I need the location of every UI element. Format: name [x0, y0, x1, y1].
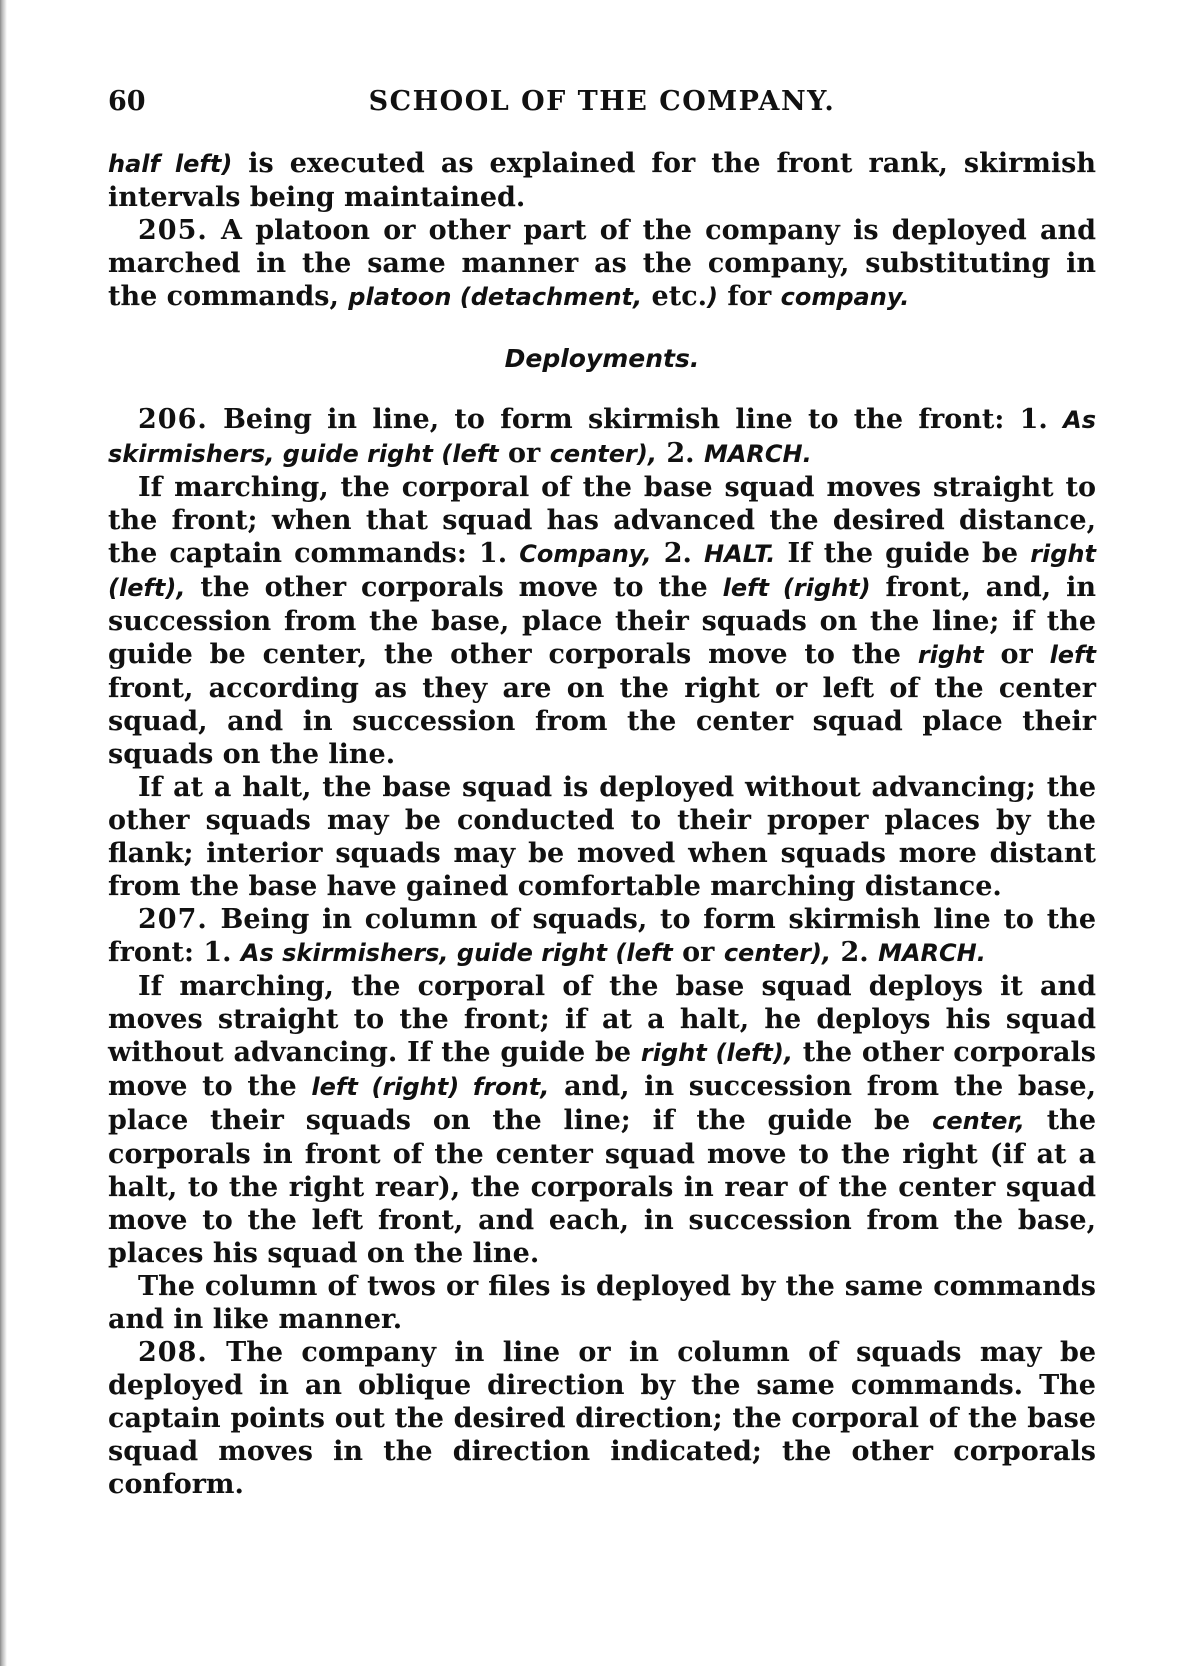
paragraph-text: or [672, 937, 724, 968]
paragraph-207-marching [108, 970, 1096, 1270]
paragraph-text: If at a halt, the base squad is deployed without advancing; the other squads may be conducted to their proper places by the flank; interior squads may be moved when squads more distant from the base have gained comfortable marching distance. [108, 772, 1096, 902]
paragraph-text: 2. [656, 438, 704, 469]
command-text: center), [549, 440, 657, 468]
paragraph-text: The company in line or in column of squads may be deployed in an oblique direction by the same commands. The captain points out the desired direction; the corporal of the base squad moves in the direction indicated; the other corporals conform. [108, 1337, 1096, 1500]
paragraph-number: 205. [138, 215, 208, 246]
command-text: center), [723, 939, 832, 967]
section-heading: Deployments. [504, 344, 700, 373]
paragraph-206-marching [108, 471, 1096, 771]
command-text: As skirmishers, guide right (left [108, 406, 1096, 468]
paragraph-text: front, and, in succession from the base, place their squads on the line; if the guide be center, the other corporals move to the [108, 572, 1096, 670]
paragraph-text: A platoon or other part of the company is deployed and marched in the same manner as the company, substituting in the commands, [108, 215, 1096, 312]
command-text: MARCH. [878, 939, 986, 967]
paragraph-number: 207. [138, 904, 208, 935]
command-text: right [917, 641, 984, 669]
paragraph-text: 2. [831, 937, 879, 968]
paragraph-text: 2. [651, 538, 705, 569]
paragraph-205 [108, 214, 1096, 314]
command-text: platoon (detachment, [348, 283, 643, 311]
paragraph-text: Being in column of squads, to form skirmish line to the front: 1. [108, 904, 1096, 968]
paragraph-text: The column of twos or files is deployed by the same commands and in like manner. [108, 1271, 1096, 1335]
command-text: As skirmishers, guide right (left [240, 939, 673, 967]
paragraph-208 [108, 1336, 1096, 1501]
paragraph-text: the corporals in front of the center squad move to the right (if at a halt, to the right rear), the corporals in rear of the center squad move to the left front, and each, in succession from the base, places his squad on the line. [108, 1105, 1096, 1269]
command-text: ) [707, 283, 718, 311]
paragraph-text: the other corporals move to the [108, 1037, 1096, 1102]
command-text: HALT. [704, 540, 776, 568]
command-text: left (right) front, [311, 1073, 550, 1101]
paragraph-text: for [718, 281, 781, 312]
paragraph-text: If marching, the corporal of the base squad deploys it and moves straight to the front; if at a halt, he deploys his squad without advancing. If the guide be [108, 971, 1096, 1068]
running-head: SCHOOL OF THE COMPANY. [368, 86, 836, 117]
paragraph-text: If the guide be [775, 538, 1031, 569]
command-text: company. [780, 283, 910, 311]
page-edge-shadow [0, 0, 14, 1666]
paragraph-text: or [983, 639, 1050, 670]
paragraph-continuation [108, 147, 1096, 214]
paragraph-text: and, in succession from the base, place their squads on the line; if the guide be [108, 1071, 1097, 1136]
paragraph-207-twos [108, 1270, 1096, 1336]
command-text: left [1049, 641, 1096, 669]
paragraph-206 [108, 403, 1096, 471]
command-text: half left) [108, 150, 233, 178]
command-text: right (left), [108, 540, 1096, 602]
command-text: Company, [519, 540, 652, 568]
paragraph-text: etc. [642, 281, 708, 312]
page-body [108, 147, 1096, 1501]
paragraph-text: Being in line, to form skirmish line to the front: 1. [207, 404, 1064, 435]
page-header [108, 86, 1096, 126]
command-text: left (right) [722, 574, 871, 602]
command-text: center, [932, 1107, 1025, 1135]
paragraph-text: or [498, 438, 550, 469]
paragraph-text: the other corporals move to the [185, 572, 723, 603]
paragraph-number: 208. [138, 1337, 208, 1368]
page-number: 60 [108, 86, 146, 117]
paragraph-number: 206. [138, 404, 208, 435]
paragraph-text: is executed as explained for the front rank, skirmish intervals being maintained. [108, 148, 1096, 213]
paragraph-text: If marching, the corporal of the base squad moves straight to the front; when that squad has advanced the desired distance, the captain commands: 1. [108, 472, 1096, 569]
command-text: MARCH. [703, 440, 812, 468]
paragraph-206-halt [108, 771, 1096, 903]
paragraph-207 [108, 903, 1096, 970]
command-text: right (left), [640, 1039, 793, 1067]
paragraph-text: front, according as they are on the right or left of the center squad, and in succession from the center squad place their squads on the line. [108, 673, 1096, 770]
